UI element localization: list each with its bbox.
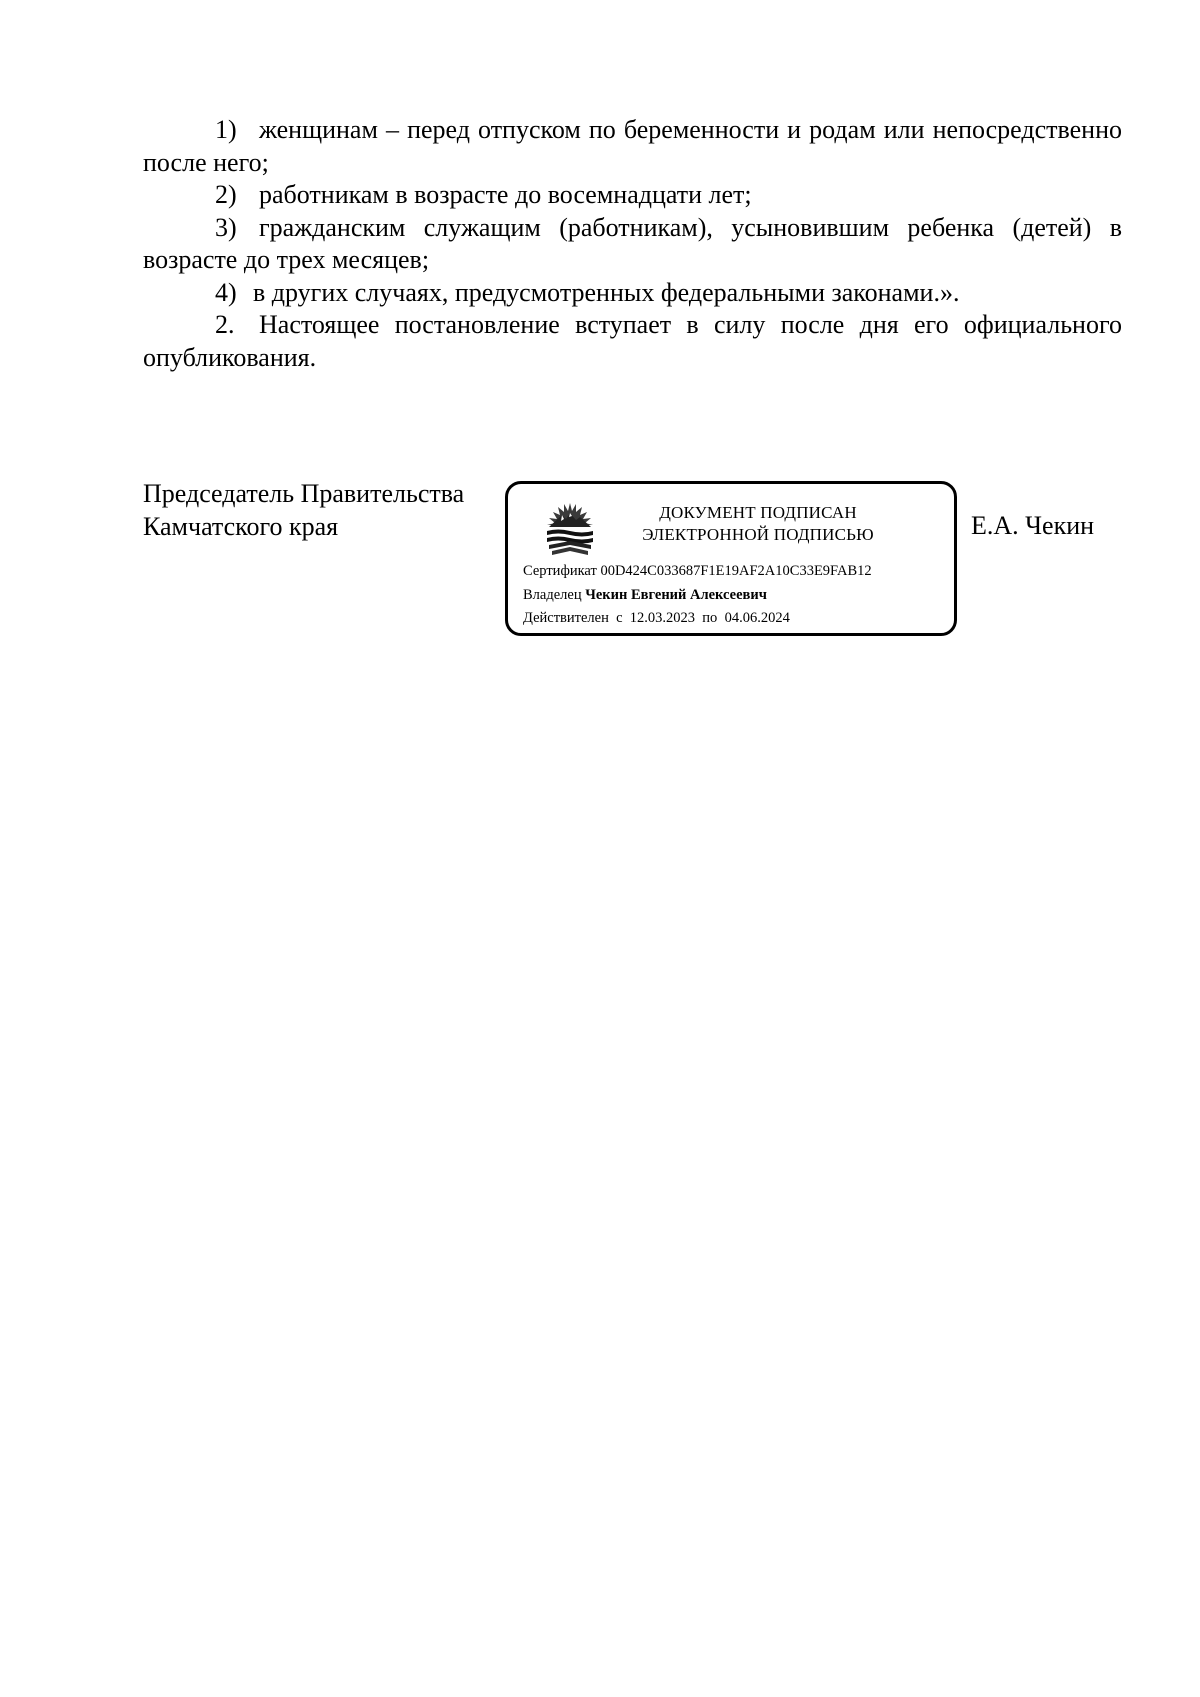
signer-name: Е.А. Чекин bbox=[971, 511, 1095, 540]
stamp-heading-line-2: ЭЛЕКТРОННОЙ ПОДПИСЬЮ bbox=[642, 525, 874, 544]
certificate-value: 00D424C033687F1E19AF2A10C33E9FAB12 bbox=[600, 563, 872, 579]
signer-title-line-1: Председатель Правительства bbox=[143, 479, 465, 508]
list-item-number: 2) bbox=[215, 180, 237, 209]
owner-value: Чекин Евгений Алексеевич bbox=[585, 587, 767, 603]
list-item-number: 1) bbox=[215, 115, 237, 144]
stamp-heading-line-1: ДОКУМЕНТ ПОДПИСАН bbox=[659, 503, 857, 522]
valid-from-label: с bbox=[616, 610, 623, 626]
signer-title-line-2: Камчатского края bbox=[143, 511, 339, 541]
valid-to-date: 04.06.2024 bbox=[724, 610, 790, 626]
section-text: Настоящее постановление вступает в силу после дня его официального опубликования. bbox=[143, 310, 1122, 372]
valid-from-date: 12.03.2023 bbox=[629, 610, 696, 626]
kamchatka-coat-of-arms-icon bbox=[543, 500, 597, 558]
valid-to-label: по bbox=[702, 610, 718, 626]
valid-label: Действителен bbox=[523, 610, 609, 626]
list-item-text: работникам в возрасте до восемнадцати лет; bbox=[259, 180, 752, 209]
stamp-certificate bbox=[523, 562, 872, 580]
list-item-number: 3) bbox=[215, 212, 237, 242]
list-item-2 bbox=[143, 179, 1122, 212]
owner-label: Владелец bbox=[523, 587, 582, 603]
signer-title bbox=[143, 478, 464, 543]
list-item-text: женщинам – перед отпуском по беременности и родам или непосредственно после него; bbox=[143, 115, 1122, 177]
section-number: 2. bbox=[215, 310, 235, 339]
electronic-signature-stamp bbox=[505, 481, 957, 636]
stamp-heading bbox=[608, 502, 908, 546]
list-item-text: гражданским служащим (работникам), усыновившим ребенка (детей) в возрасте до трех месяцев; bbox=[143, 212, 1122, 274]
list-item-1 bbox=[143, 114, 1122, 179]
section-2-paragraph bbox=[143, 309, 1122, 374]
stamp-owner bbox=[523, 586, 767, 604]
document-body bbox=[143, 114, 1122, 374]
list-item-number: 4) bbox=[215, 277, 237, 307]
stamp-validity bbox=[523, 609, 790, 627]
list-item-4 bbox=[143, 277, 1122, 310]
list-item-3 bbox=[143, 212, 1122, 277]
certificate-label: Сертификат bbox=[523, 563, 597, 579]
list-item-text: в других случаях, предусмотренных федеральными законами.». bbox=[253, 277, 960, 307]
